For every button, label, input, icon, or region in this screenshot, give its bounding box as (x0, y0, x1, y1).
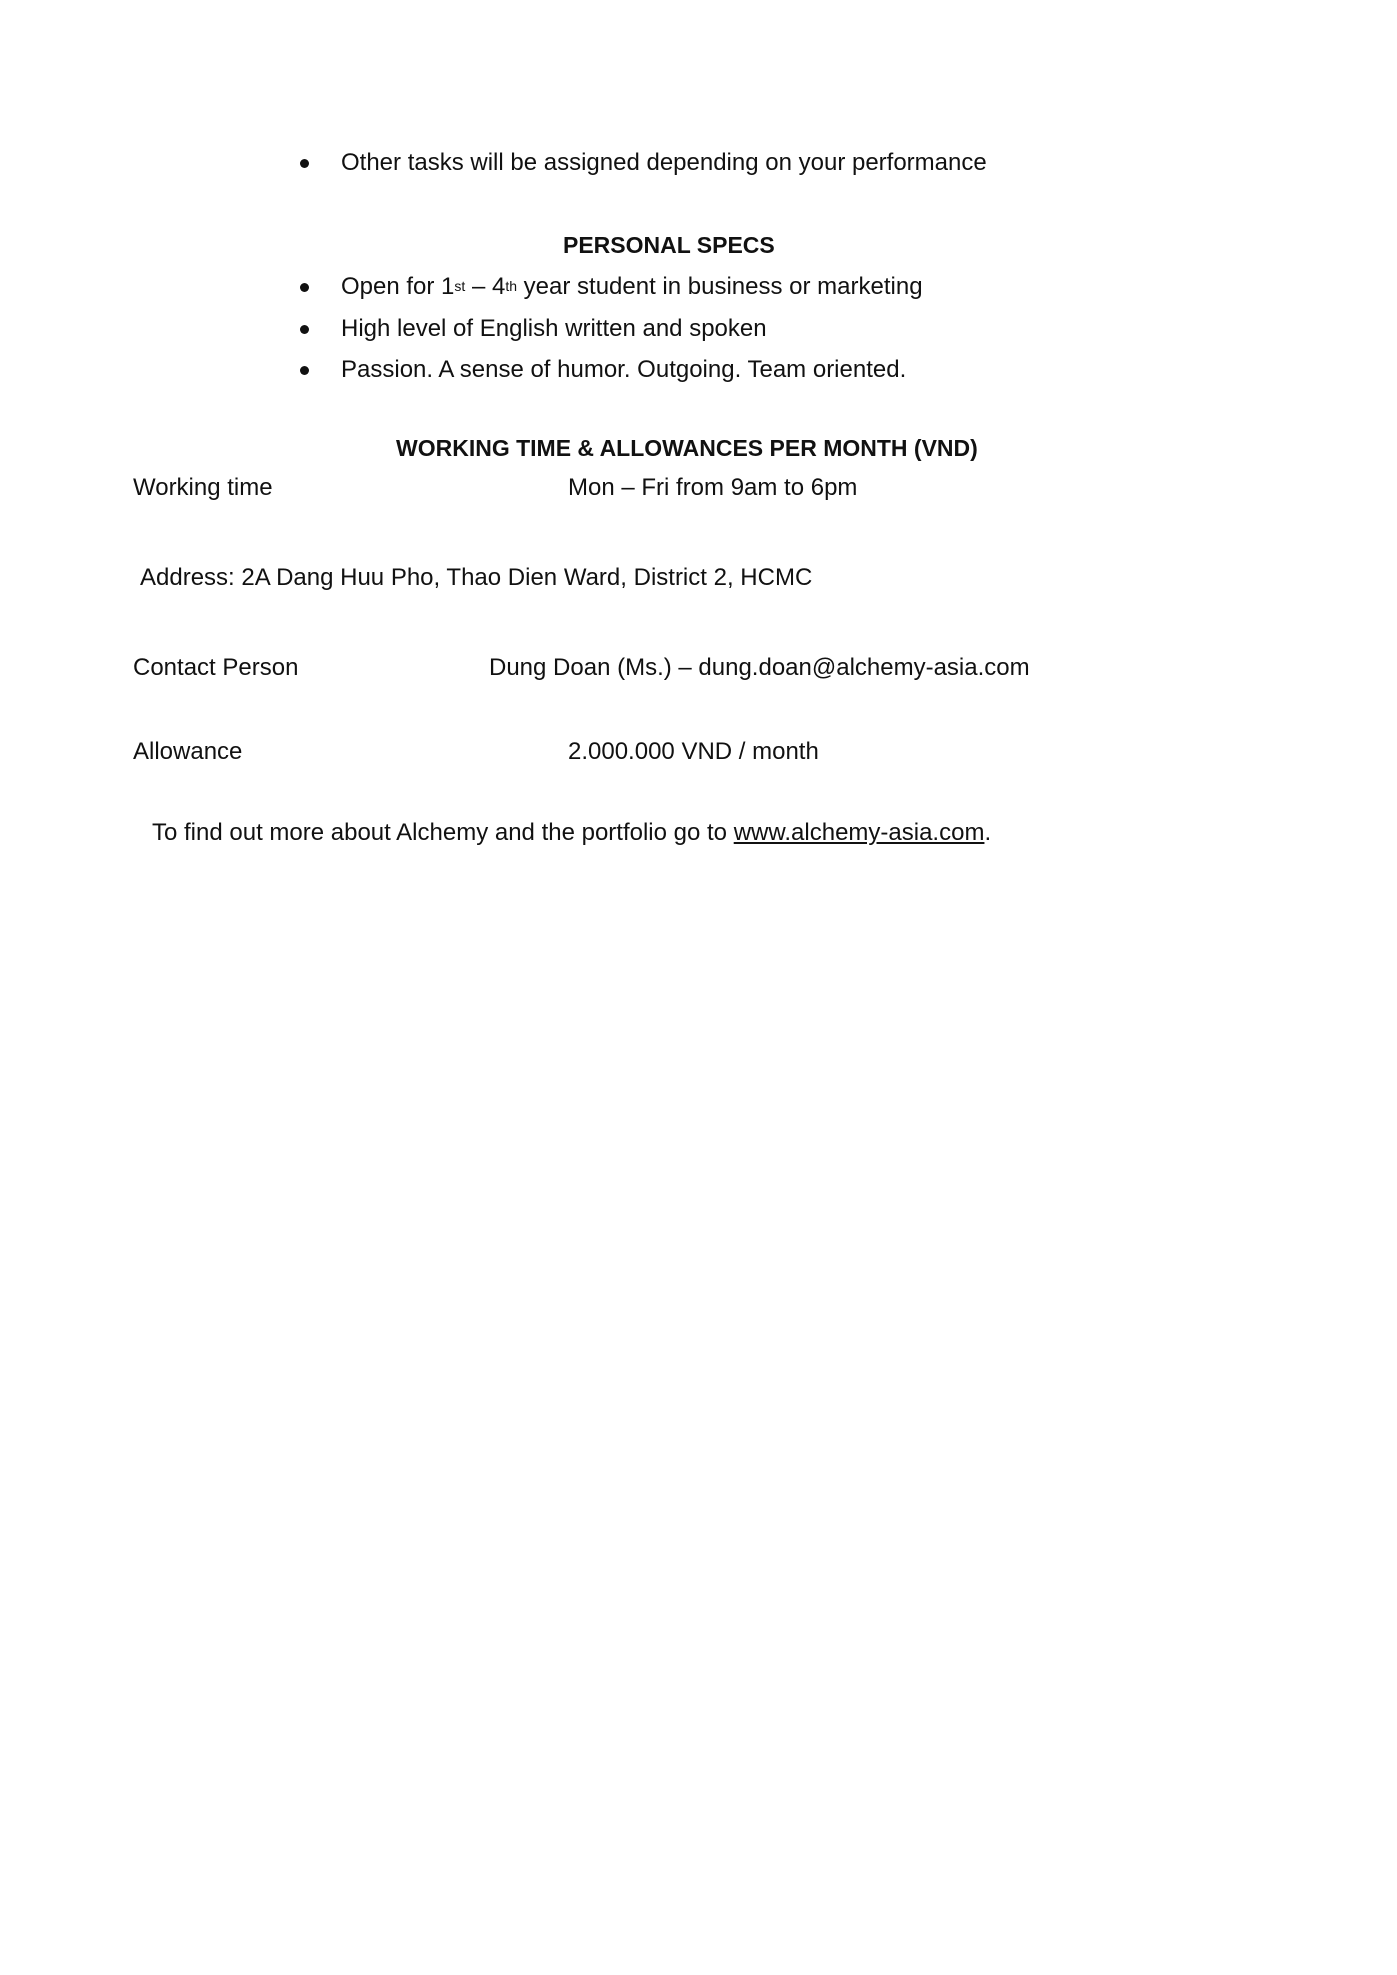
address-text: Address: 2A Dang Huu Pho, Thao Dien Ward, District 2, HCMC (140, 564, 813, 591)
bullet-icon (300, 366, 309, 375)
list-item-text: High level of English written and spoken (341, 315, 767, 342)
section-heading-personal-specs: PERSONAL SPECS (563, 232, 775, 258)
bullet-icon (300, 159, 309, 168)
footer-text-after: . (984, 819, 992, 846)
working-time-value: Mon – Fri from 9am to 6pm (568, 474, 858, 501)
section-heading-working-time: WORKING TIME & ALLOWANCES PER MONTH (VND) (396, 435, 978, 461)
allowance-label: Allowance (133, 738, 243, 765)
footer-text (152, 818, 991, 848)
list-item-text: Passion. A sense of humor. Outgoing. Team oriented. (341, 356, 907, 383)
bullet-icon (300, 283, 309, 292)
allowance-value: 2.000.000 VND / month (568, 738, 819, 765)
contact-person-value: Dung Doan (Ms.) – dung.doan@alchemy-asia.com (489, 654, 1030, 681)
working-time-label: Working time (133, 474, 273, 501)
list-item-text: Open for 1st – 4th year student in business or marketing (341, 273, 923, 300)
footer-text-before: To find out more about Alchemy and the portfolio go to (152, 819, 734, 846)
bullet-icon (300, 325, 309, 334)
list-item-text: Other tasks will be assigned depending on your performance (341, 149, 987, 176)
contact-person-label: Contact Person (133, 654, 299, 681)
website-link[interactable]: www.alchemy-asia.com (733, 819, 985, 846)
